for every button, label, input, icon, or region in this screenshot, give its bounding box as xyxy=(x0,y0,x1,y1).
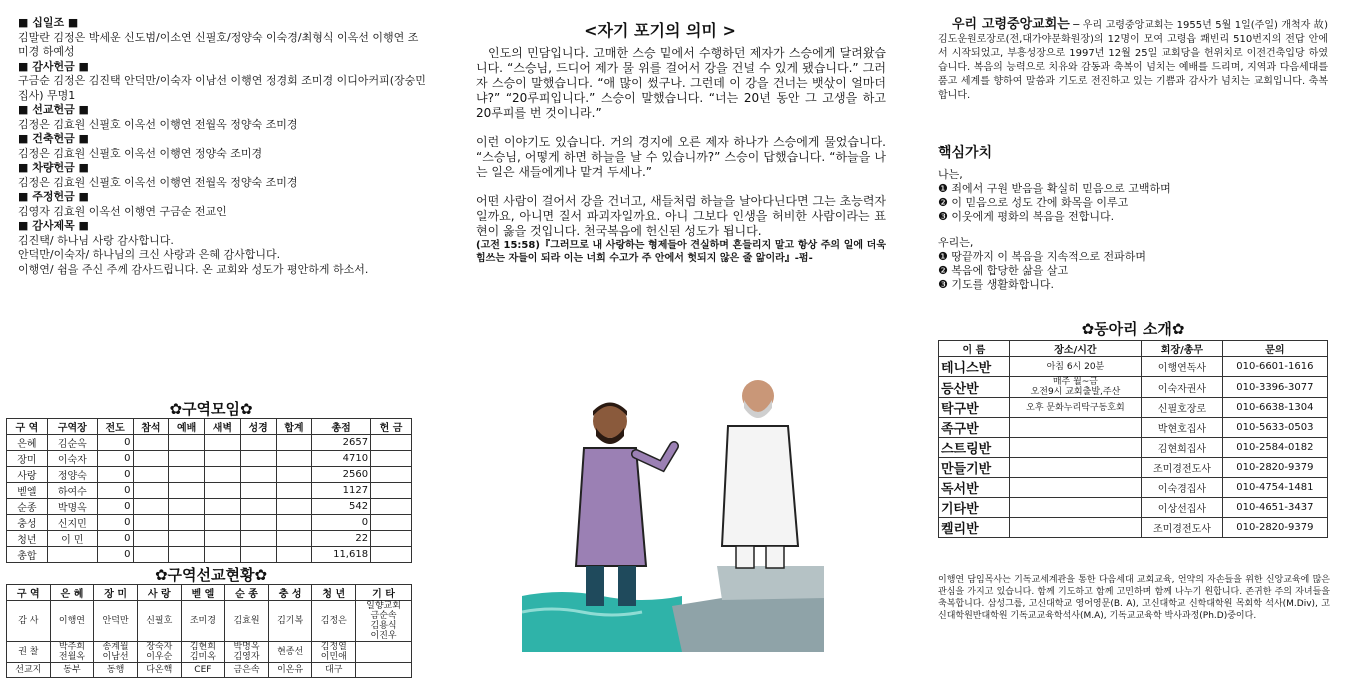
district-row xyxy=(7,467,412,483)
table-cell: 장숙자 이우순 xyxy=(137,642,181,663)
offering-names: 김정은 김효원 신필호 이옥선 이행연 정양숙 조미경 xyxy=(18,146,263,160)
table-cell: 만들기반 xyxy=(939,458,1010,478)
table-cell: 족구반 xyxy=(939,418,1010,438)
table-cell xyxy=(1009,498,1141,518)
table-cell: 동부 xyxy=(50,663,94,678)
table-cell xyxy=(133,435,169,451)
column-header: 사 랑 xyxy=(137,585,181,601)
table-cell xyxy=(133,483,169,499)
table-cell: 권 찰 xyxy=(7,642,51,663)
mission-table xyxy=(6,584,412,678)
offering-names: 김영자 김효원 이옥선 이행연 구금순 전교인 xyxy=(18,204,227,218)
club-row xyxy=(939,377,1328,398)
table-cell xyxy=(169,483,205,499)
table-cell: 박현호집사 xyxy=(1142,418,1223,438)
table-cell xyxy=(169,547,205,563)
table-cell: 010-5633-0503 xyxy=(1222,418,1327,438)
table-cell: 등산반 xyxy=(939,377,1010,398)
table-cell: 안덕만 xyxy=(94,601,138,642)
clubs-title: ✿동아리 소개✿ xyxy=(1081,320,1185,338)
clubs-header-row xyxy=(939,341,1328,357)
table-cell: 스트링반 xyxy=(939,438,1010,458)
core-values-title: 핵심가치 xyxy=(938,145,993,161)
offering-thanks xyxy=(18,60,428,104)
column-header: 구 역 xyxy=(7,419,48,435)
pastor-bio: 이행연 담임목사는 기독교세계관을 통한 다음세대 교회교육, 언약의 자손들을 위한 신앙교육에 많은 관심을 가지고 있습니다. 함께 기도하고 함께 고민하며 함께 나누기 원합니다. 존귀한 주의 자녀들을 축복합니다. 삼성그룹, 고신대학교 영어영문(B. A), 고신대학교 신학대학원 목회학 석사(M.Div), 고신대학원반대학원 기독교교육학석사(M.A), 기독교교육학 박사과정(Ph.D)중이다. xyxy=(938,575,1330,621)
offering-heading: ■ 감사헌금 ■ xyxy=(18,59,89,73)
table-cell: 0 xyxy=(97,531,133,547)
mission-header-row xyxy=(7,585,412,601)
district-title: ✿구역모임✿ xyxy=(169,400,253,418)
table-cell: 0 xyxy=(97,451,133,467)
table-cell: 현종선 xyxy=(268,642,312,663)
table-cell: 0 xyxy=(97,515,133,531)
table-cell xyxy=(371,515,412,531)
table-cell xyxy=(205,483,241,499)
table-cell: 542 xyxy=(312,499,371,515)
table-cell xyxy=(1009,418,1141,438)
table-cell: 김현희집사 xyxy=(1142,438,1223,458)
table-cell: 선교지 xyxy=(7,663,51,678)
club-row xyxy=(939,458,1328,478)
table-cell: 신필호 xyxy=(137,601,181,642)
table-cell: 신지민 xyxy=(47,515,97,531)
table-cell: 총합 xyxy=(7,547,48,563)
column-header: 전도 xyxy=(97,419,133,435)
article-paragraph-2: 이런 이야기도 있습니다. 거의 경지에 오른 제자 하나가 스승에게 물었습니다. “스승님, 어떻게 하면 하늘을 날 수 있습니까?” 스승이 답했습니다. “하늘을 나는 일은 새들에게나 맡겨 두세나.” xyxy=(476,135,886,179)
core-values xyxy=(938,146,1328,292)
table-cell: 박주희 전월옥 xyxy=(50,642,94,663)
club-row xyxy=(939,518,1328,538)
club-row xyxy=(939,438,1328,458)
table-cell xyxy=(356,663,412,678)
offering-heading: ■ 주정헌금 ■ xyxy=(18,190,89,203)
table-cell xyxy=(240,467,276,483)
values-group2-item: ❸ 기도를 생활화합니다. xyxy=(938,278,1054,291)
table-cell: 켈리반 xyxy=(939,518,1010,538)
table-cell: 김현희 김미옥 xyxy=(181,642,225,663)
column-header: 구 역 xyxy=(7,585,51,601)
table-cell xyxy=(240,531,276,547)
table-cell: 대구 xyxy=(312,663,356,678)
district-row xyxy=(7,547,412,563)
table-cell: 0 xyxy=(312,515,371,531)
table-cell xyxy=(371,435,412,451)
church-intro-lead: 우리 고령중앙교회는 xyxy=(952,17,1070,32)
column-header: 순 종 xyxy=(225,585,269,601)
column-header: 총점 xyxy=(312,419,371,435)
column-header: 장소/시간 xyxy=(1009,341,1141,357)
table-cell xyxy=(1009,438,1141,458)
offering-thanks-topics xyxy=(18,219,428,277)
table-cell xyxy=(371,451,412,467)
table-cell xyxy=(276,483,312,499)
values-group1-item: ❸ 이웃에게 평화의 복음을 전합니다. xyxy=(938,210,1115,223)
mission-title: ✿구역선교현황✿ xyxy=(154,566,268,584)
table-cell: 신필호장로 xyxy=(1142,398,1223,418)
table-cell: 010-6638-1304 xyxy=(1222,398,1327,418)
article-paragraph-3: 어떤 사람이 걸어서 강을 건너고, 새들처럼 하늘을 날아다닌다면 그는 초능력자일까요, 아니면 질서 파괴자일까요. 아니 그보다 인생을 허비한 사람이라는 표현이 옳을 것입니다. 천국복음에 헌신된 성도가 됩니다. xyxy=(476,194,886,238)
values-group1-label: 나는, xyxy=(938,168,963,181)
table-cell: 이행연독사 xyxy=(1142,357,1223,377)
table-cell xyxy=(169,531,205,547)
table-cell xyxy=(133,451,169,467)
stone-steps xyxy=(672,596,824,652)
offering-names: 김진택/ 하나님 사랑 감사합니다. 안덕만/이숙자/ 하나님의 크신 사랑과 은혜 감사합니다. 이행연/ 쉼을 주신 주께 감사드립니다. 온 교회와 성도가 평안하게 하소서. xyxy=(18,233,369,276)
values-group1-item: ❶ 죄에서 구원 받음을 확실히 믿음으로 고백하며 xyxy=(938,182,1171,195)
club-row xyxy=(939,418,1328,438)
mission-row xyxy=(7,642,412,663)
table-cell xyxy=(1009,518,1141,538)
table-cell xyxy=(276,547,312,563)
table-cell: 일향교회 금순속 김용식 이진우 xyxy=(356,601,412,642)
table-cell: 4710 xyxy=(312,451,371,467)
offering-names: 구금순 김정은 김진택 안덕만/이숙자 이남선 이행연 정경회 조미경 이디아커피(장숭민집사) 무명1 xyxy=(18,74,426,102)
column-header: 청 년 xyxy=(312,585,356,601)
table-cell: 벧엘 xyxy=(7,483,48,499)
table-cell: 다온핵 xyxy=(137,663,181,678)
table-cell xyxy=(276,515,312,531)
offering-weekly xyxy=(18,190,428,219)
table-cell: 조미경전도사 xyxy=(1142,458,1223,478)
table-cell xyxy=(169,435,205,451)
table-cell: 이상선집사 xyxy=(1142,498,1223,518)
table-cell xyxy=(240,499,276,515)
table-cell xyxy=(133,499,169,515)
table-cell: 이온유 xyxy=(268,663,312,678)
district-row xyxy=(7,451,412,467)
table-cell xyxy=(240,483,276,499)
table-cell xyxy=(276,467,312,483)
table-cell: 금은속 xyxy=(225,663,269,678)
table-cell: 김정열 이민애 xyxy=(312,642,356,663)
table-cell: 이숙경집사 xyxy=(1142,478,1223,498)
article-body xyxy=(476,46,886,265)
table-cell xyxy=(371,467,412,483)
offering-names: 김정은 김효원 신필호 이옥선 이행연 전월옥 정양숙 조미경 xyxy=(18,175,298,189)
table-cell xyxy=(205,531,241,547)
table-cell xyxy=(205,547,241,563)
church-intro-text: ─ 우리 고령중앙교회는 1955년 5월 1일(주일) 개척자 故)김도운원로장로(전,대가야문화원장)의 12명이 모여 고령읍 쾌빈리 510번지의 전답 안에서 시작되었고, 부흥성장으로 1997년 12월 25일 교회당을 헌위치로 이전건축입당 하였습니다. 복음의 능력으로 치유와 감동과 축복이 넘치는 예배를 드리며, 지역과 다음세대를 품고 세계를 향하여 말씀과 기도로 전진하고 있는 기쁨과 감사가 넘치는 교회입니다. 축복합니다. xyxy=(938,20,1328,101)
table-cell xyxy=(356,642,412,663)
table-cell: 동행 xyxy=(94,663,138,678)
table-cell xyxy=(169,499,205,515)
table-cell: 2657 xyxy=(312,435,371,451)
table-cell: 조미경전도사 xyxy=(1142,518,1223,538)
left-column xyxy=(0,0,440,680)
table-cell: 이행연 xyxy=(50,601,94,642)
table-cell xyxy=(276,531,312,547)
club-row xyxy=(939,498,1328,518)
table-cell xyxy=(169,515,205,531)
offering-heading: ■ 십일조 ■ xyxy=(18,16,79,29)
table-cell xyxy=(205,515,241,531)
offering-vehicle xyxy=(18,161,428,190)
table-cell: 이 민 xyxy=(47,531,97,547)
table-cell: 010-2820-9379 xyxy=(1222,458,1327,478)
article-title: <자기 포기의 의미 > xyxy=(584,21,736,40)
table-cell xyxy=(205,451,241,467)
district-row xyxy=(7,435,412,451)
district-row xyxy=(7,483,412,499)
table-cell xyxy=(1009,458,1141,478)
district-header-row xyxy=(7,419,412,435)
table-cell: 청년 xyxy=(7,531,48,547)
table-cell xyxy=(240,515,276,531)
table-cell: 010-4754-1481 xyxy=(1222,478,1327,498)
table-cell: CEF xyxy=(181,663,225,678)
table-cell xyxy=(276,499,312,515)
table-cell xyxy=(240,451,276,467)
offering-heading: ■ 선교헌금 ■ xyxy=(18,103,89,116)
table-cell: 0 xyxy=(97,483,133,499)
table-cell: 장미 xyxy=(7,451,48,467)
table-cell: 테니스반 xyxy=(939,357,1010,377)
table-cell xyxy=(371,483,412,499)
table-cell: 매주 월~금 오전9시 교회출발,주산 xyxy=(1009,377,1141,398)
table-cell xyxy=(47,547,97,563)
offering-building xyxy=(18,132,428,161)
table-cell: 기타반 xyxy=(939,498,1010,518)
column-header: 참석 xyxy=(133,419,169,435)
table-cell xyxy=(169,451,205,467)
column-header: 이 름 xyxy=(939,341,1010,357)
table-cell: 박명옥 김영자 xyxy=(225,642,269,663)
table-cell xyxy=(276,451,312,467)
illustration-two-men xyxy=(522,366,824,652)
table-cell xyxy=(276,435,312,451)
table-cell: 순종 xyxy=(7,499,48,515)
table-cell xyxy=(371,531,412,547)
table-cell: 2560 xyxy=(312,467,371,483)
offering-names: 김말란 김정은 박세운 신도범/이소연 신필호/정양숙 이숙경/최형식 이옥선 이행연 조미경 하예성 xyxy=(18,30,419,58)
column-header: 회장/총무 xyxy=(1142,341,1223,357)
table-cell: 아침 6시 20분 xyxy=(1009,357,1141,377)
column-header: 예배 xyxy=(169,419,205,435)
clubs-table xyxy=(938,340,1328,538)
offering-tithe xyxy=(18,16,428,60)
table-cell: 송계월 이남선 xyxy=(94,642,138,663)
table-cell: 010-4651-3437 xyxy=(1222,498,1327,518)
table-cell: 김순옥 xyxy=(47,435,97,451)
column-header: 장 미 xyxy=(94,585,138,601)
table-cell xyxy=(169,467,205,483)
club-row xyxy=(939,357,1328,377)
column-header: 새벽 xyxy=(205,419,241,435)
district-row xyxy=(7,499,412,515)
offering-heading: ■ 감사제목 ■ xyxy=(18,219,89,232)
table-cell xyxy=(205,435,241,451)
table-cell: 이숙자권사 xyxy=(1142,377,1223,398)
column-header: 충 성 xyxy=(268,585,312,601)
column-header: 구역장 xyxy=(47,419,97,435)
table-cell: 사랑 xyxy=(7,467,48,483)
article-verse: (고전 15:58)『그러므로 내 사랑하는 형제들아 견실하며 흔들리지 말고 항상 주의 일에 더욱 힘쓰는 자들이 되라 이는 너희 수고가 주 안에서 헛되지 않은 줄 앎이라』-펌- xyxy=(476,240,886,264)
table-cell: 탁구반 xyxy=(939,398,1010,418)
column-header: 문의 xyxy=(1222,341,1327,357)
column-header: 기 타 xyxy=(356,585,412,601)
table-cell xyxy=(205,499,241,515)
table-cell: 독서반 xyxy=(939,478,1010,498)
mission-row xyxy=(7,663,412,678)
table-cell xyxy=(133,547,169,563)
table-cell: 하여수 xyxy=(47,483,97,499)
values-group2-item: ❶ 땅끝까지 이 복음을 지속적으로 전파하며 xyxy=(938,250,1146,263)
offering-mission xyxy=(18,103,428,132)
column-header: 성경 xyxy=(240,419,276,435)
values-group1-item: ❷ 이 믿음으로 성도 간에 화목을 이루고 xyxy=(938,196,1129,209)
table-cell: 조미경 xyxy=(181,601,225,642)
club-row xyxy=(939,398,1328,418)
column-header: 헌 금 xyxy=(371,419,412,435)
table-cell xyxy=(133,531,169,547)
table-cell: 이숙자 xyxy=(47,451,97,467)
table-cell: 감 사 xyxy=(7,601,51,642)
table-cell: 은혜 xyxy=(7,435,48,451)
table-cell: 0 xyxy=(97,467,133,483)
district-table xyxy=(6,418,412,563)
club-row xyxy=(939,478,1328,498)
table-cell: 박명옥 xyxy=(47,499,97,515)
table-cell: 정양숙 xyxy=(47,467,97,483)
table-cell xyxy=(133,515,169,531)
values-group2-label: 우리는, xyxy=(938,236,974,249)
district-row xyxy=(7,531,412,547)
table-cell xyxy=(371,547,412,563)
table-cell: 1127 xyxy=(312,483,371,499)
table-cell: 김기복 xyxy=(268,601,312,642)
stone-step-top xyxy=(717,566,824,600)
column-header: 은 혜 xyxy=(50,585,94,601)
column-header: 합계 xyxy=(276,419,312,435)
district-row xyxy=(7,515,412,531)
table-cell: 010-6601-1616 xyxy=(1222,357,1327,377)
mission-row xyxy=(7,601,412,642)
table-cell: 010-3396-3077 xyxy=(1222,377,1327,398)
table-cell: 0 xyxy=(97,435,133,451)
table-cell: 김정은 xyxy=(312,601,356,642)
church-intro xyxy=(938,18,1328,103)
column-header: 벧 엘 xyxy=(181,585,225,601)
right-column xyxy=(930,0,1355,680)
table-cell xyxy=(240,547,276,563)
table-cell: 오후 문화누리탁구동호회 xyxy=(1009,398,1141,418)
table-cell xyxy=(205,467,241,483)
offering-heading: ■ 차량헌금 ■ xyxy=(18,161,89,174)
offering-heading: ■ 건축헌금 ■ xyxy=(18,132,89,145)
table-cell: 0 xyxy=(97,499,133,515)
offering-list xyxy=(18,16,428,277)
table-cell: 22 xyxy=(312,531,371,547)
table-cell: 010-2820-9379 xyxy=(1222,518,1327,538)
table-cell xyxy=(371,499,412,515)
middle-column xyxy=(460,0,900,680)
table-cell xyxy=(240,435,276,451)
table-cell: 0 xyxy=(97,547,133,563)
table-cell xyxy=(1009,478,1141,498)
table-cell: 11,618 xyxy=(312,547,371,563)
table-cell: 010-2584-0182 xyxy=(1222,438,1327,458)
table-cell xyxy=(133,467,169,483)
article-paragraph-1: 인도의 민담입니다. 고매한 스승 밑에서 수행하던 제자가 스승에게 달려왔습니다. “스승님, 드디어 제가 물 위를 걸어서 강을 건널 수 있게 됐습니다.” 그러자 스승이 말했습니다. “애 많이 썼구나. 그런데 이 강을 건너는 뱃삯이 얼마더냐?” “20루피입니다.” 스승이 말했습니다. “너는 20년 동안 그 고생을 하고 20루피를 번 것이니라.” xyxy=(476,46,886,120)
offering-names: 김정은 김효원 신필호 이옥선 이행연 전월옥 정양숙 조미경 xyxy=(18,117,298,131)
table-cell: 김효원 xyxy=(225,601,269,642)
values-group2-item: ❷ 복음에 합당한 삶을 살고 xyxy=(938,264,1069,277)
table-cell: 충성 xyxy=(7,515,48,531)
